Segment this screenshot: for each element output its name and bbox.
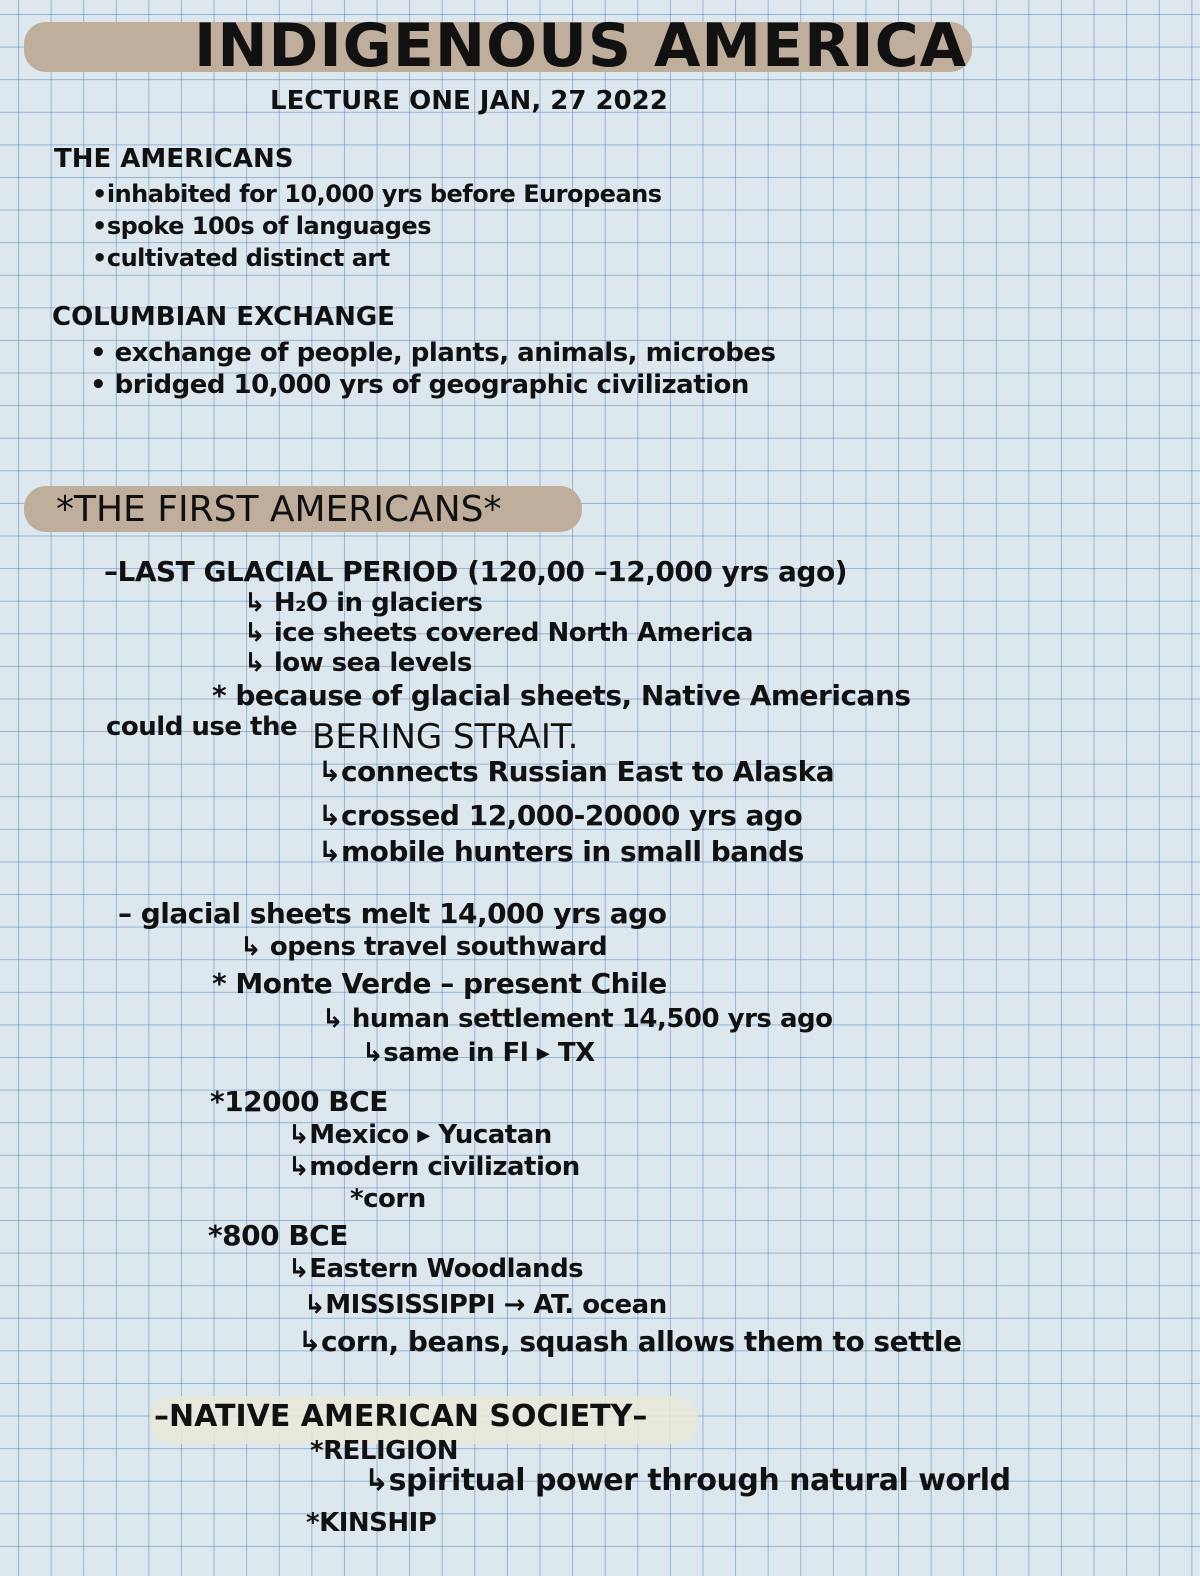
bullet-item: •cultivated distinct art: [92, 244, 390, 272]
subheading-last-glacial-period: –LAST GLACIAL PERIOD (120,00 –12,000 yrs ago): [104, 555, 848, 588]
note-item: ↳ opens travel southward: [240, 932, 608, 962]
note-item: * Monte Verde – present Chile: [212, 967, 667, 1000]
note-item: ↳MISSISSIPPI → AT. ocean: [304, 1290, 667, 1320]
bullet-item: • bridged 10,000 yrs of geographic civilization: [90, 370, 749, 400]
note-item: ↳modern civilization: [288, 1152, 580, 1182]
note-item: *KINSHIP: [306, 1508, 437, 1538]
note-item: ↳same in Fl ▸ TX: [362, 1038, 595, 1068]
note-item: ↳Mexico ▸ Yucatan: [288, 1120, 552, 1150]
bering-strait-label: BERING STRAIT.: [312, 717, 579, 757]
heading-the-americans: THE AMERICANS: [54, 144, 294, 174]
note-item: could use the: [106, 712, 298, 742]
note-item: ↳spiritual power through natural world: [364, 1463, 1011, 1498]
page-title: INDIGENOUS AMERICA: [194, 11, 968, 81]
note-item: ↳mobile hunters in small bands: [318, 835, 804, 868]
note-item: *RELIGION: [310, 1436, 458, 1466]
note-item: * because of glacial sheets, Native Americans: [212, 679, 911, 712]
lecture-date: LECTURE ONE JAN, 27 2022: [270, 86, 668, 116]
note-item: ↳Eastern Woodlands: [288, 1254, 584, 1284]
heading-first-americans: *THE FIRST AMERICANS*: [56, 489, 502, 530]
note-item: *corn: [350, 1184, 426, 1214]
bullet-item: •spoke 100s of languages: [92, 212, 431, 240]
note-item: *800 BCE: [208, 1219, 348, 1252]
note-item: ↳ ice sheets covered North America: [244, 618, 754, 648]
bullet-item: •inhabited for 10,000 yrs before Europeans: [92, 180, 662, 208]
note-item: ↳ human settlement 14,500 yrs ago: [322, 1004, 833, 1034]
heading-native-american-society: –NATIVE AMERICAN SOCIETY–: [154, 1399, 648, 1434]
note-item: ↳ H₂O in glaciers: [244, 588, 483, 618]
subheading-glacial-melt: – glacial sheets melt 14,000 yrs ago: [118, 897, 667, 930]
note-item: ↳connects Russian East to Alaska: [318, 755, 835, 788]
bullet-item: • exchange of people, plants, animals, microbes: [90, 338, 776, 368]
heading-columbian-exchange: COLUMBIAN EXCHANGE: [52, 302, 395, 332]
note-item: ↳ low sea levels: [244, 648, 472, 678]
note-item: ↳crossed 12,000-20000 yrs ago: [318, 799, 803, 832]
note-item: *12000 BCE: [210, 1085, 388, 1118]
note-item: ↳corn, beans, squash allows them to settle: [298, 1325, 962, 1358]
